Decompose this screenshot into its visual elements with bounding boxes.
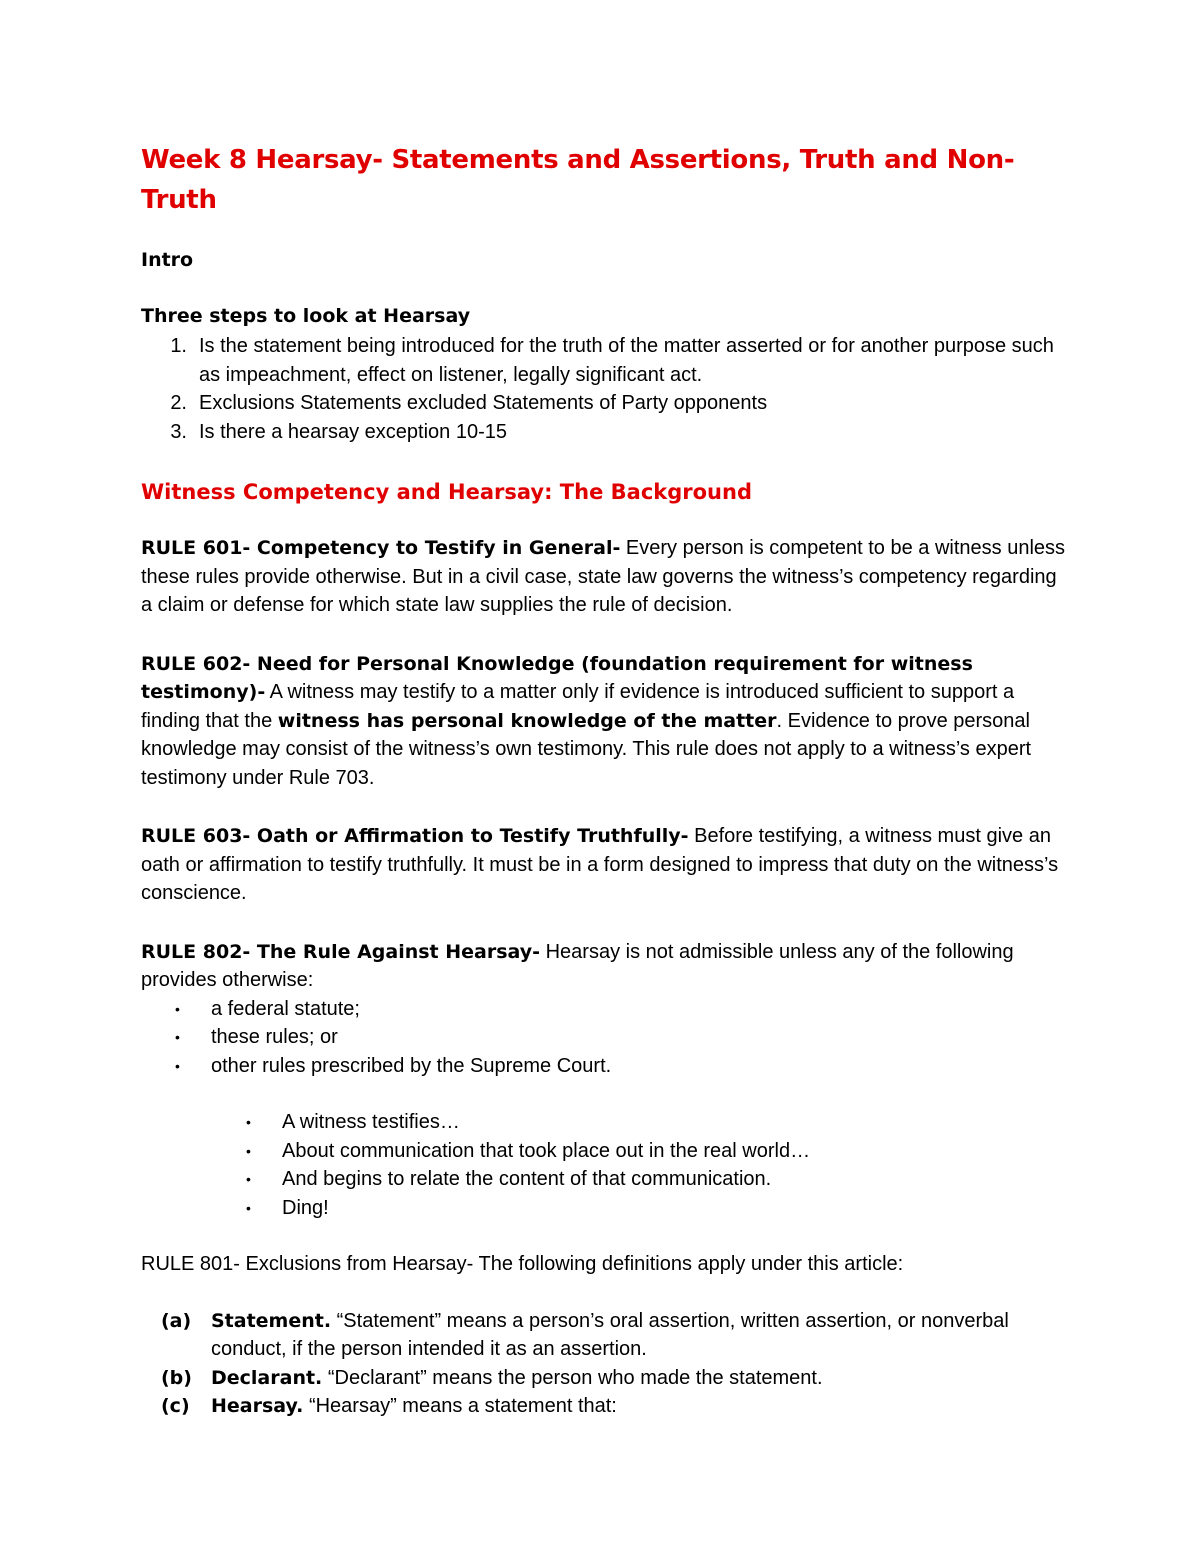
list-item <box>141 1364 1071 1393</box>
definition-term: Declarant. <box>211 1366 323 1389</box>
steps-heading: Three steps to look at Hearsay <box>141 305 471 327</box>
list-item <box>141 1052 1071 1081</box>
list-item <box>141 1194 1071 1223</box>
list-item <box>141 332 1071 389</box>
rule-601 <box>141 534 1071 620</box>
list-number: 2. <box>170 392 187 414</box>
rule-label: RULE 603- Oath or Affirmation to Testify Truthfully- <box>141 825 689 847</box>
list-item-text: these rules; or <box>211 1026 338 1048</box>
list-item <box>141 389 1071 418</box>
rule-label: RULE 601- Competency to Testify in General- <box>141 537 621 559</box>
bullet-icon: • <box>175 1000 180 1017</box>
rule-603 <box>141 822 1071 908</box>
document-page <box>141 140 1071 1421</box>
list-letter: (c) <box>161 1395 190 1417</box>
list-item-text: Exclusions Statements excluded Statements of Party opponents <box>199 392 768 414</box>
list-item <box>141 1137 1071 1166</box>
list-item <box>141 1307 1071 1364</box>
list-letter: (a) <box>161 1309 192 1332</box>
list-item <box>141 1392 1071 1421</box>
list-number: 3. <box>170 420 187 443</box>
list-item-text: Is there a hearsay exception 10-15 <box>199 420 507 443</box>
bullet-icon: • <box>246 1142 251 1159</box>
definition-text: “Declarant” means the person who made the statement. <box>322 1366 823 1389</box>
list-item <box>141 995 1071 1024</box>
rule-label: RULE 602- Need for Personal Knowledge (foundation requirement for witness testimony)- <box>141 652 973 703</box>
rule-802-bullets <box>141 995 1071 1081</box>
list-item-text: About communication that took place out in the real world… <box>282 1139 811 1162</box>
list-item-text: A witness testifies… <box>282 1111 460 1133</box>
rule-802 <box>141 938 1071 995</box>
list-item-text: a federal statute; <box>211 997 360 1020</box>
bullet-icon: • <box>246 1114 251 1130</box>
bullet-icon: • <box>175 1029 180 1045</box>
list-item <box>141 1023 1071 1052</box>
rule-602 <box>141 650 1071 793</box>
rule-text: Before testifying, a witness must give an oath or affirmation to testify truthfully. It must be in a form designed to impress that duty on the witness’s conscience. <box>141 825 1059 904</box>
rule-text: Hearsay is not admissible unless any of the following provides otherwise: <box>141 940 1014 991</box>
list-item-text: other rules prescribed by the Supreme Court. <box>211 1054 612 1077</box>
bullet-icon: • <box>246 1171 251 1187</box>
list-item-text: Is the statement being introduced for the truth of the matter asserted or for another purpose such as impeachment, effect on listener, legally significant act. <box>199 335 1054 386</box>
rule-text: . Evidence to prove personal knowledge may consist of the witness’s own testimony. This rule does not apply to a witness’s expert testimony under Rule 703. <box>141 709 1032 789</box>
list-item <box>141 1165 1071 1194</box>
list-number: 1. <box>170 335 187 357</box>
rule-text: A witness may testify to a matter only if evidence is introduced sufficient to support a finding that the <box>141 681 1015 732</box>
definition-term: Hearsay. <box>211 1395 304 1417</box>
rule-text: Every person is competent to be a witness unless these rules provide otherwise. But in a civil case, state law governs the witness’s competency regarding a claim or defense for which state law supplies the rule of decision. <box>141 537 1066 616</box>
rule-801-definitions <box>141 1307 1071 1421</box>
document-title: Week 8 Hearsay- Statements and Assertions, Truth and Non-Truth <box>141 145 1015 215</box>
rule-801-intro: RULE 801- Exclusions from Hearsay- The following definitions apply under this article: <box>141 1253 904 1275</box>
list-item-text: And begins to relate the content of that communication. <box>282 1168 772 1190</box>
list-item <box>141 1108 1071 1137</box>
bullet-icon: • <box>175 1057 180 1074</box>
steps-list <box>141 332 1071 446</box>
definition-term: Statement. <box>211 1309 332 1332</box>
list-item-text: Ding! <box>282 1196 329 1219</box>
intro-heading: Intro <box>141 249 194 271</box>
definition-text: “Statement” means a person’s oral assertion, written assertion, or nonverbal conduct, if the person intended it as an assertion. <box>211 1309 1009 1360</box>
definition-text: “Hearsay” means a statement that: <box>303 1395 617 1417</box>
bullet-icon: • <box>246 1199 251 1216</box>
ding-bullets <box>141 1108 1071 1222</box>
list-letter: (b) <box>161 1366 192 1389</box>
rule-label: RULE 802- The Rule Against Hearsay- <box>141 940 541 963</box>
list-item <box>141 418 1071 447</box>
section-heading: Witness Competency and Hearsay: The Background <box>141 480 752 504</box>
rule-emphasis: witness has personal knowledge of the matter <box>277 709 777 732</box>
